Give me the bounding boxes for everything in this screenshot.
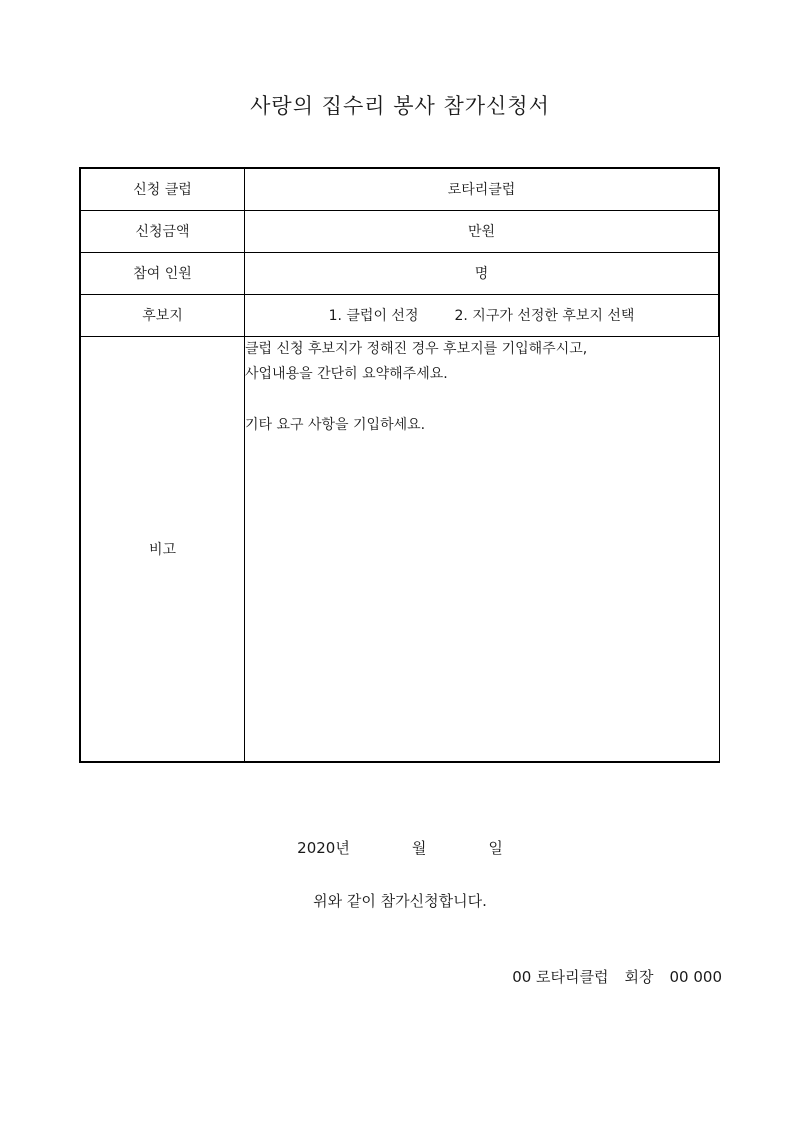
confirmation-statement: 위와 같이 참가신청합니다. (313, 892, 487, 910)
application-form-table (79, 167, 720, 763)
club-label: 신청 클럽 (80, 168, 245, 210)
participants-label: 참여 인원 (80, 252, 245, 294)
president-name[interactable]: 00 000 (669, 968, 722, 986)
club-value-field[interactable]: 로타리클럽 (245, 168, 720, 210)
remarks-note-2: 사업내용을 간단히 요약해주세요. (245, 365, 448, 382)
date-day[interactable]: 일 (488, 839, 503, 857)
remarks-label: 비고 (80, 336, 245, 762)
amount-value-field[interactable]: 만원 (245, 210, 720, 252)
remarks-row (80, 336, 719, 762)
remarks-field[interactable] (245, 336, 720, 762)
amount-label: 신청금액 (80, 210, 245, 252)
amount-row (80, 210, 719, 252)
date-month[interactable]: 월 (411, 839, 427, 857)
document-title: 사랑의 집수리 봉사 참가신청서 (250, 94, 550, 118)
site-options-field[interactable] (245, 294, 720, 336)
president-label: 회장 (624, 968, 654, 986)
signature-line (512, 966, 722, 987)
remarks-note-3: 기타 요구 사항을 기입하세요. (245, 416, 426, 433)
site-row (80, 294, 719, 336)
date-year[interactable]: 2020년 (297, 839, 350, 857)
participants-row (80, 252, 719, 294)
remarks-spacer (245, 387, 719, 413)
club-name[interactable]: 00 로타리클럽 (512, 968, 609, 986)
date-line (0, 837, 800, 858)
remarks-note-1: 클럽 신청 후보지가 정해진 경우 후보지를 기입해주시고, (245, 340, 588, 357)
site-option-district[interactable]: 2. 지구가 선정한 후보지 선택 (454, 308, 635, 324)
participants-value-field[interactable]: 명 (245, 252, 720, 294)
club-row (80, 168, 719, 210)
site-label: 후보지 (80, 294, 245, 336)
site-option-club[interactable]: 1. 클럽이 선정 (328, 308, 419, 324)
